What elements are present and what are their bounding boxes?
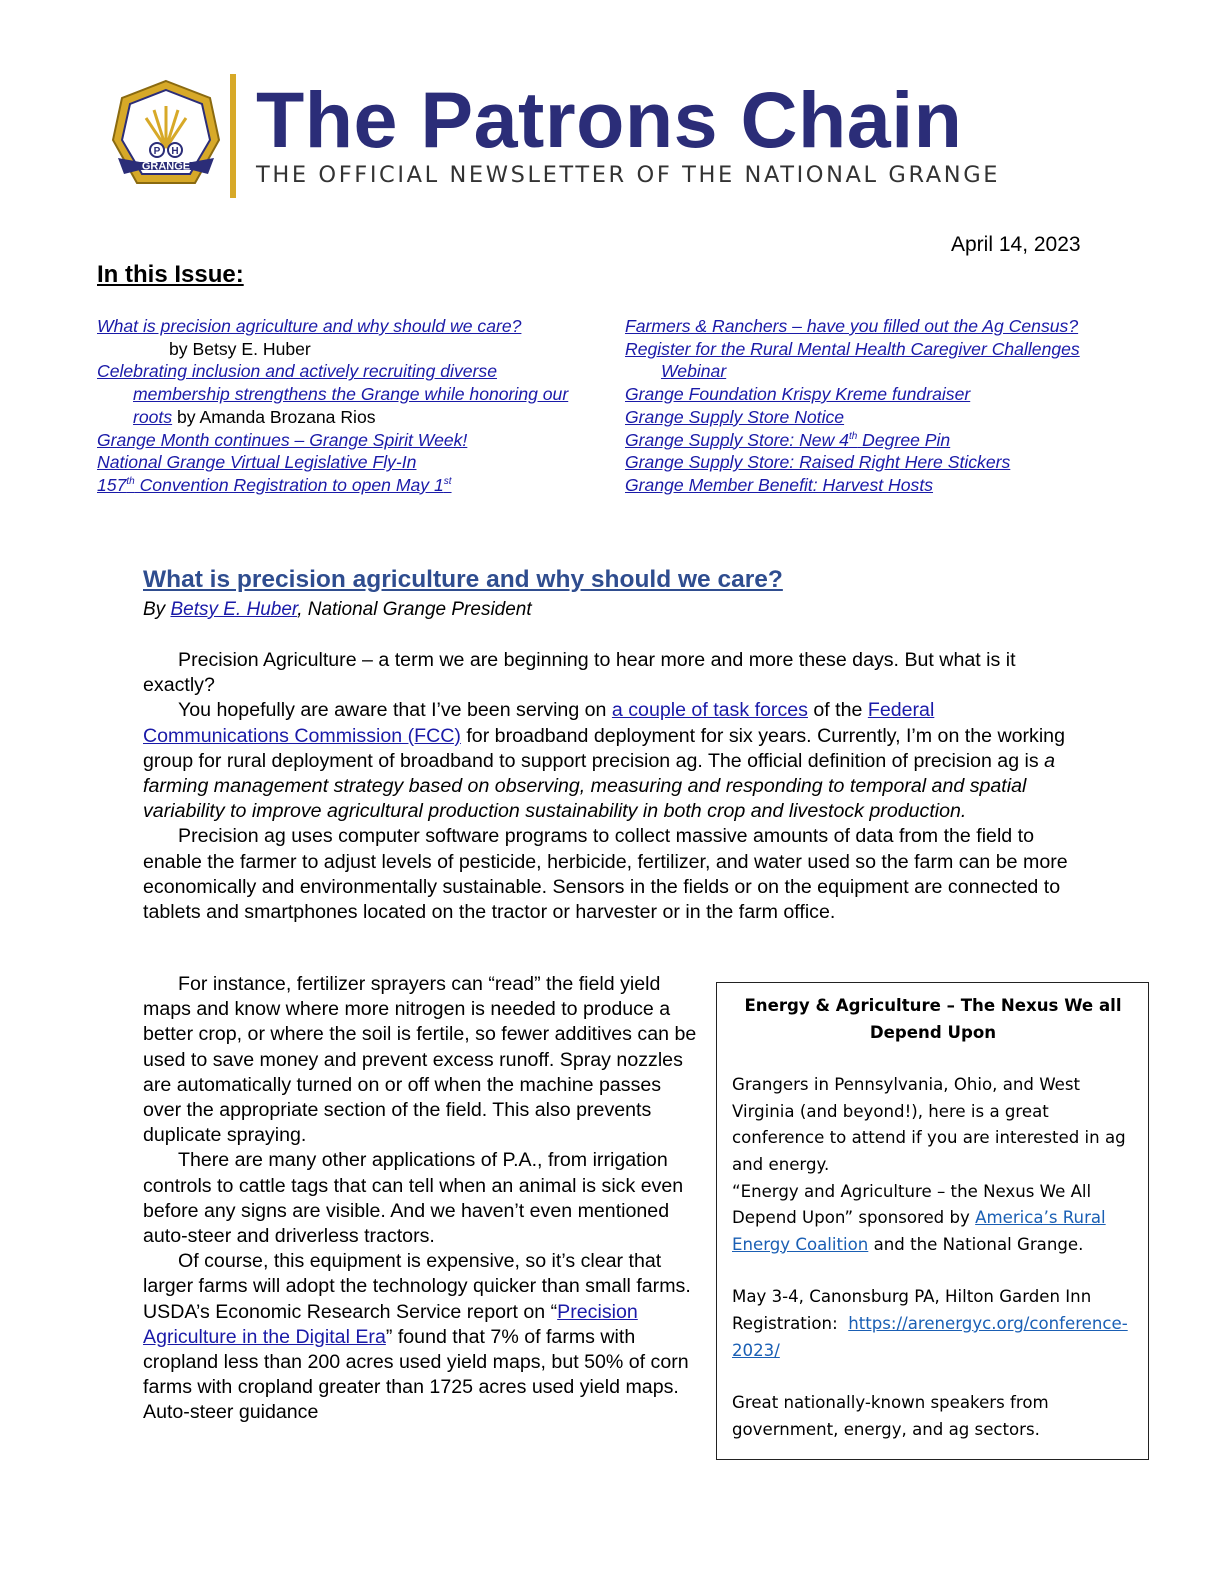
toc-link-harvest-hosts[interactable]: Grange Member Benefit: Harvest Hosts (625, 474, 934, 495)
sidebar-paragraph: “Energy and Agriculture – the Nexus We All Depend Upon” sponsored by America’s Rural Energy Coalition and the National Grange. (732, 1181, 1106, 1254)
toc-item (97, 474, 587, 497)
grange-logo-icon (110, 78, 222, 194)
paragraph: Precision ag uses computer software programs to collect massive amounts of data from the field to enable the farmer to adjust levels of pesticide, herbicide, fertilizer, and water used so the farm can be more economically and environmentally sustainable. Sensors in the fields or on the equipment are connected to tablets and smartphones located on the tractor or harvester or in the farm office. (143, 825, 1068, 924)
toc-item (625, 429, 1095, 452)
toc-link-fly-in[interactable]: National Grange Virtual Legislative Fly-In (97, 452, 417, 473)
article-body-narrow (143, 972, 703, 1426)
article-byline: By Betsy E. Huber, National Grange President (143, 599, 532, 620)
toc-item (97, 451, 587, 474)
toc-item (97, 429, 587, 452)
issue-date: April 14, 2023 (951, 233, 1081, 256)
toc-item (97, 360, 587, 428)
fcc-link[interactable]: Federal Communications Commission (FCC) (143, 699, 935, 747)
ers-report-link[interactable]: Precision Agriculture in the Digital Era (143, 1300, 638, 1348)
toc-link-ag-census[interactable]: Farmers & Ranchers – have you filled out the Ag Census? (625, 316, 1079, 336)
toc-item (625, 315, 1095, 338)
toc-link-degree-pin[interactable]: Grange Supply Store: New 4th Degree Pin (625, 429, 951, 450)
paragraph: Precision Agriculture – a term we are beginning to hear more and more these days. But what is it exactly? (143, 649, 1016, 697)
toc-link-precision-ag[interactable]: What is precision agriculture and why should we care? (97, 316, 522, 336)
toc-item (625, 451, 1095, 474)
sidebar-paragraph: Grangers in Pennsylvania, Ohio, and West Virginia (and beyond!), here is a great conference to attend if you are interested in ag and energy. (732, 1075, 1126, 1174)
toc-item (625, 338, 1095, 383)
toc-item (97, 315, 587, 360)
toc-item (625, 474, 1095, 497)
svg-text:P: P (153, 146, 161, 157)
toc-item (625, 383, 1095, 406)
toc-link-stickers[interactable]: Grange Supply Store: Raised Right Here Stickers (625, 452, 1011, 473)
toc-author: by Betsy E. Huber (169, 338, 311, 359)
toc-link-spirit-week[interactable]: Grange Month continues – Grange Spirit Week! (97, 429, 468, 450)
paragraph: Of course, this equipment is expensive, so it’s clear that larger farms will adopt the technology quicker than small farms. USDA’s Economic Research Service report on “Precision Agriculture in the Digital Era” found that 7% of farms with cropland less than 200 acres used yield maps, but 50% of corn farms with cropland greater than 1725 acres used yield maps. Auto-steer guidance (143, 1250, 691, 1424)
newsletter-subtitle: THE OFFICIAL NEWSLETTER OF THE NATIONAL GRANGE (256, 162, 1001, 188)
svg-text:H: H (171, 146, 179, 157)
sidebar-title: Energy & Agriculture – The Nexus We all Depend Upon (744, 996, 1122, 1042)
paragraph: You hopefully are aware that I’ve been serving on a couple of task forces of the Federal Communications Commission (FCC) for broadband deployment for six years. Currently, I’m on the working group for rural deployment of broadband to support precision ag. The official definition of precision ag is a farming management strategy based on observing, measuring and responding to temporal and spatial variability to improve agricultural production sustainability in both crop and livestock production. (143, 699, 1065, 823)
toc-link-supply-store-notice[interactable]: Grange Supply Store Notice (625, 406, 845, 427)
toc-item (625, 406, 1095, 429)
masthead-divider (230, 74, 236, 198)
toc-author: by Amanda Brozana Rios (172, 406, 376, 427)
in-this-issue-heading: In this Issue: (97, 261, 244, 288)
paragraph: There are many other applications of P.A., from irrigation controls to cattle tags that can tell when an animal is sick even before any signs are visible. And we haven’t even mentioned auto-steer and driverless tractors. (143, 1149, 684, 1248)
article-title[interactable]: What is precision agriculture and why should we care? (143, 566, 783, 593)
task-forces-link[interactable]: a couple of task forces (611, 699, 808, 722)
toc-link-convention[interactable]: 157th Convention Registration to open May 1st (97, 474, 452, 495)
toc-left-column (97, 315, 587, 497)
masthead (110, 74, 1070, 198)
toc-link-krispy-kreme[interactable]: Grange Foundation Krispy Kreme fundraiser (625, 384, 971, 405)
author-link[interactable]: Betsy E. Huber (170, 599, 298, 620)
arec-link[interactable]: America’s Rural Energy Coalition (732, 1208, 1106, 1254)
svg-text:GRANGE: GRANGE (141, 160, 191, 173)
toc-link-mental-health-webinar[interactable]: Register for the Rural Mental Health Caregiver Challenges Webinar (625, 338, 1080, 382)
event-details: May 3-4, Canonsburg PA, Hilton Garden Inn (732, 1287, 1092, 1307)
toc-link-inclusion[interactable]: Celebrating inclusion and actively recruiting diverse membership strengthens the Grange while honoring our roots (97, 361, 569, 427)
sidebar-paragraph: Great nationally-known speakers from government, energy, and ag sectors. (732, 1393, 1049, 1439)
article-body-full-width (143, 648, 1078, 925)
registration-link[interactable]: https://arenergyc.org/conference-2023/ (732, 1313, 1128, 1360)
paragraph: For instance, fertilizer sprayers can “read” the field yield maps and know where more nitrogen is needed to produce a better crop, or where the soil is fertile, so fewer additives can be used to save money and prevent excess runoff. Spray nozzles are automatically turned on or off when the machine passes over the appropriate section of the field. This also prevents duplicate spraying. (143, 973, 697, 1147)
toc-right-column (625, 315, 1095, 497)
registration-line: Registration: https://arenergyc.org/conference-2023/ (732, 1313, 1128, 1360)
energy-agriculture-sidebar (716, 982, 1149, 1460)
newsletter-title: The Patrons Chain (256, 75, 963, 164)
